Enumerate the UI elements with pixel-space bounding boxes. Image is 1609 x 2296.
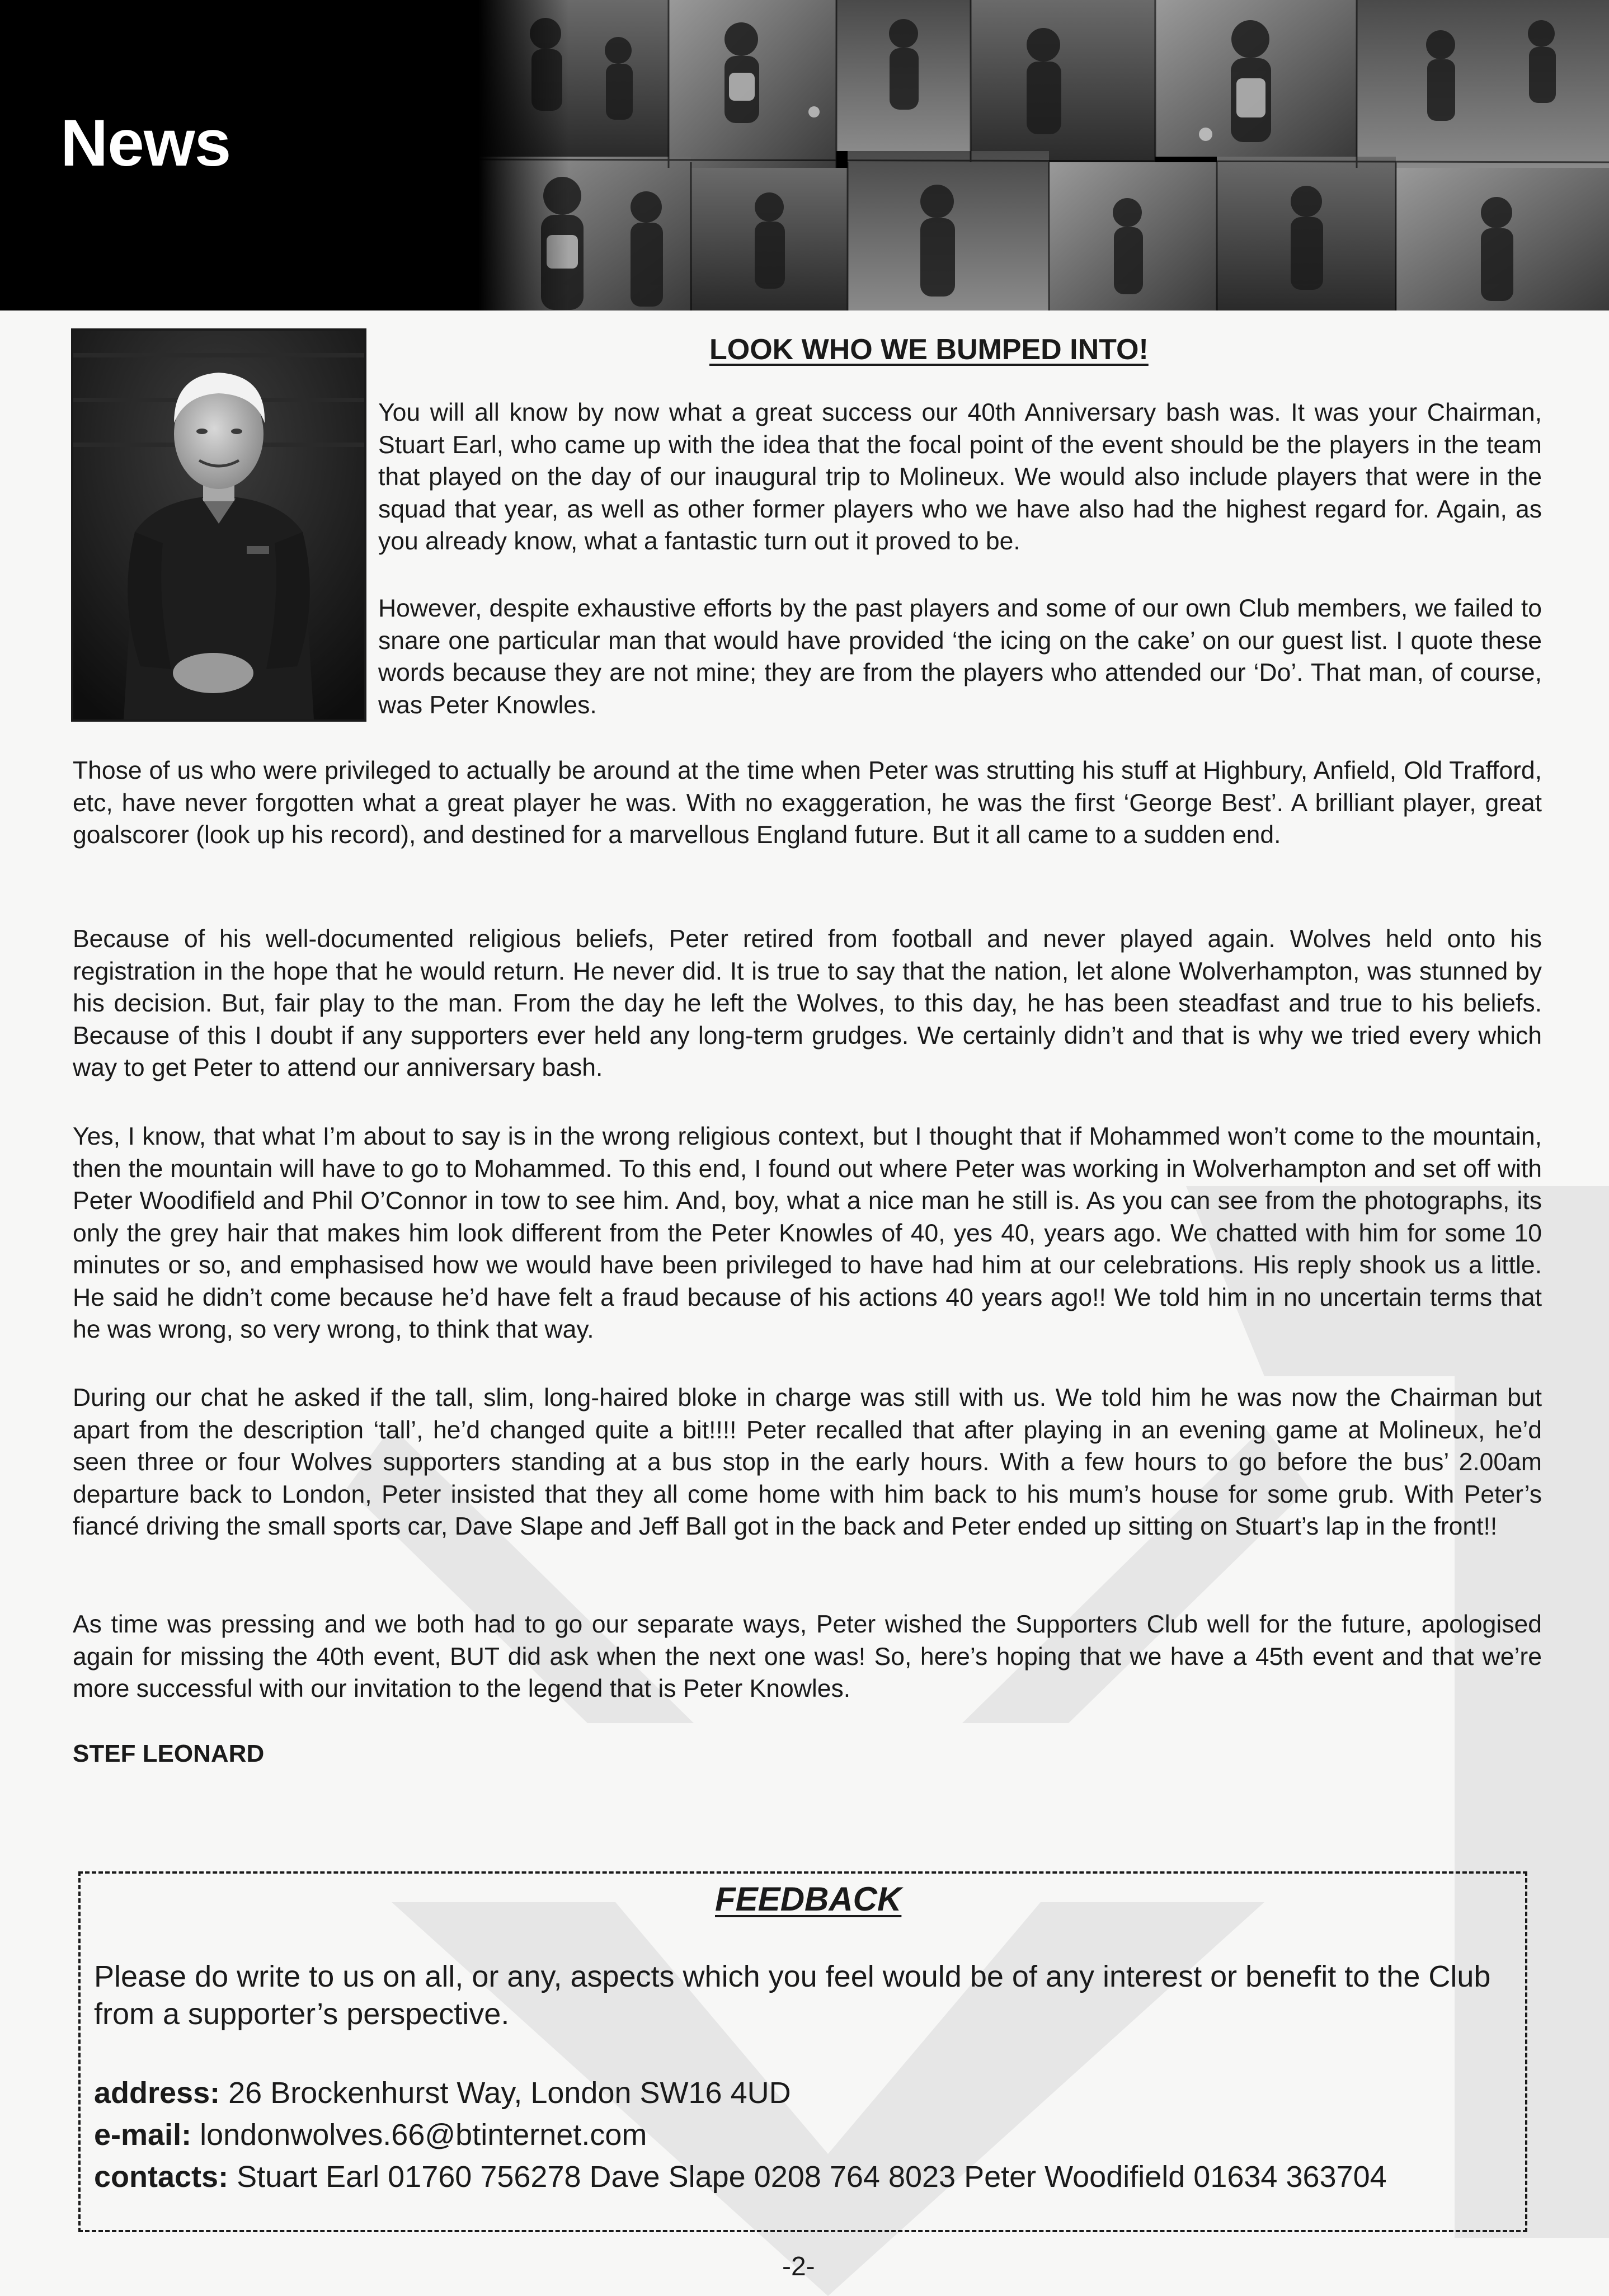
feedback-title: FEEDBACK	[715, 1880, 902, 1918]
address-label: address:	[94, 2076, 220, 2110]
football-photo-collage	[478, 0, 1609, 310]
article-paragraph: You will all know by now what a great success our 40th Anniversary bash was. It was your Chairman, Stuart Earl, who came up with the idea that the focal point of the event should be the players in the team that played on the day of our inaugural trip to Molineux. We would also include players that were in the squad that year, as well as other former players who we have also had the highest regard for. Again, as you already know, what a fantastic turn out it proved to be.	[378, 399, 1542, 555]
address-value: 26 Brockenhurst Way, London SW16 4UD	[228, 2076, 791, 2110]
contacts-value: Stuart Earl 01760 756278 Dave Slape 0208 764 8023 Peter Woodifield 01634 363704	[237, 2160, 1387, 2194]
feedback-email-line	[94, 2118, 647, 2152]
feedback-text: Please do write to us on all, or any, aspects which you feel would be of any interest or benefit to the Club from a supporter’s perspective.	[94, 1960, 1491, 2031]
article-paragraph: However, despite exhaustive efforts by the past players and some of our own Club members, we failed to snare one particular man that would have provided ‘the icing on the cake’ on our guest list. I quote these words because they are not mine; they are from the players who attended our ‘Do’. That man, of course, was Peter Knowles.	[378, 595, 1542, 719]
article-title: LOOK WHO WE BUMPED INTO!	[709, 333, 1149, 366]
news-header-banner	[0, 0, 1609, 310]
email-label: e-mail:	[94, 2118, 192, 2152]
article-paragraph: Yes, I know, that what I’m about to say is in the wrong religious context, but I thought that if Mohammed won’t come to the mountain, then the mountain will have to go to Mohammed. To this end, I found out where Peter was working in Wolverhampton and set off with Peter Woodifield and Phil O’Connor in tow to see him. And, boy, what a nice man he still is. As you can see from the photographs, its only the grey hair that makes him look different from the Peter Knowles of 40, yes 40, years ago. We chatted with him for some 10 minutes or so, and emphasised how we would have been privileged to have had him at our celebrations. His reply shook us a little. He said he didn’t come because he’d have felt a fraud because of his actions 40 years ago!! We told him in no uncertain terms that he was wrong, so very wrong, to think that way.	[73, 1123, 1542, 1343]
email-value[interactable]: londonwolves.66@btinternet.com	[200, 2118, 647, 2152]
feedback-contacts-line	[94, 2159, 1387, 2194]
contacts-label: contacts:	[94, 2160, 229, 2194]
article-paragraph: Because of his well-documented religious beliefs, Peter retired from football and never played again. Wolves held onto his registration in the hope that he would return. He never did. It is true to say that the nation, let alone Wolverhampton, was stunned by his decision. But, fair play to the man. From the day he left the Wolves, to this day, he has been steadfast and true to his beliefs. Because of this I doubt if any supporters ever held any long-term grudges. We certainly didn’t and that is why we tried every which way to get Peter to attend our anniversary bash.	[73, 925, 1542, 1081]
article-paragraph: During our chat he asked if the tall, slim, long-haired bloke in charge was still with us. We told him he was now the Chairman but apart from the description ‘tall’, he’d changed quite a bit!!!! Peter recalled that after playing in an evening game at Molineux, he’d seen three or four Wolves supporters standing at a bus stop in the early hours. With a few hours to go before the bus’ 2.00am departure back to London, Peter insisted that they all come home with him back to his mum’s house for some grub. With Peter’s fiancé driving the small sports car, Dave Slape and Jeff Ball got in the back and Peter ended up sitting on Stuart’s lap in the front!!	[73, 1384, 1542, 1540]
article-author: STEF LEONARD	[73, 1740, 265, 1767]
article-paragraph: Those of us who were privileged to actually be around at the time when Peter was strutting his stuff at Highbury, Anfield, Old Trafford, etc, have never forgotten what a great player he was. With no exaggeration, he was the first ‘George Best’. A brilliant player, great goalscorer (look up his record), and destined for a marvellous England future. But it all came to a sudden end.	[73, 757, 1542, 849]
page-number: -2-	[782, 2252, 815, 2281]
article-paragraph: As time was pressing and we both had to go our separate ways, Peter wished the Supporters Club well for the future, apologised again for missing the 40th event, BUT did ask when the next one was! So, here’s hoping that we have a 45th event and that we’re more successful with our invitation to the legend that is Peter Knowles.	[73, 1611, 1542, 1702]
feedback-address-line	[94, 2076, 791, 2110]
man-portrait-image	[73, 331, 364, 719]
peter-knowles-photo	[71, 328, 366, 722]
section-title: News	[60, 106, 231, 180]
